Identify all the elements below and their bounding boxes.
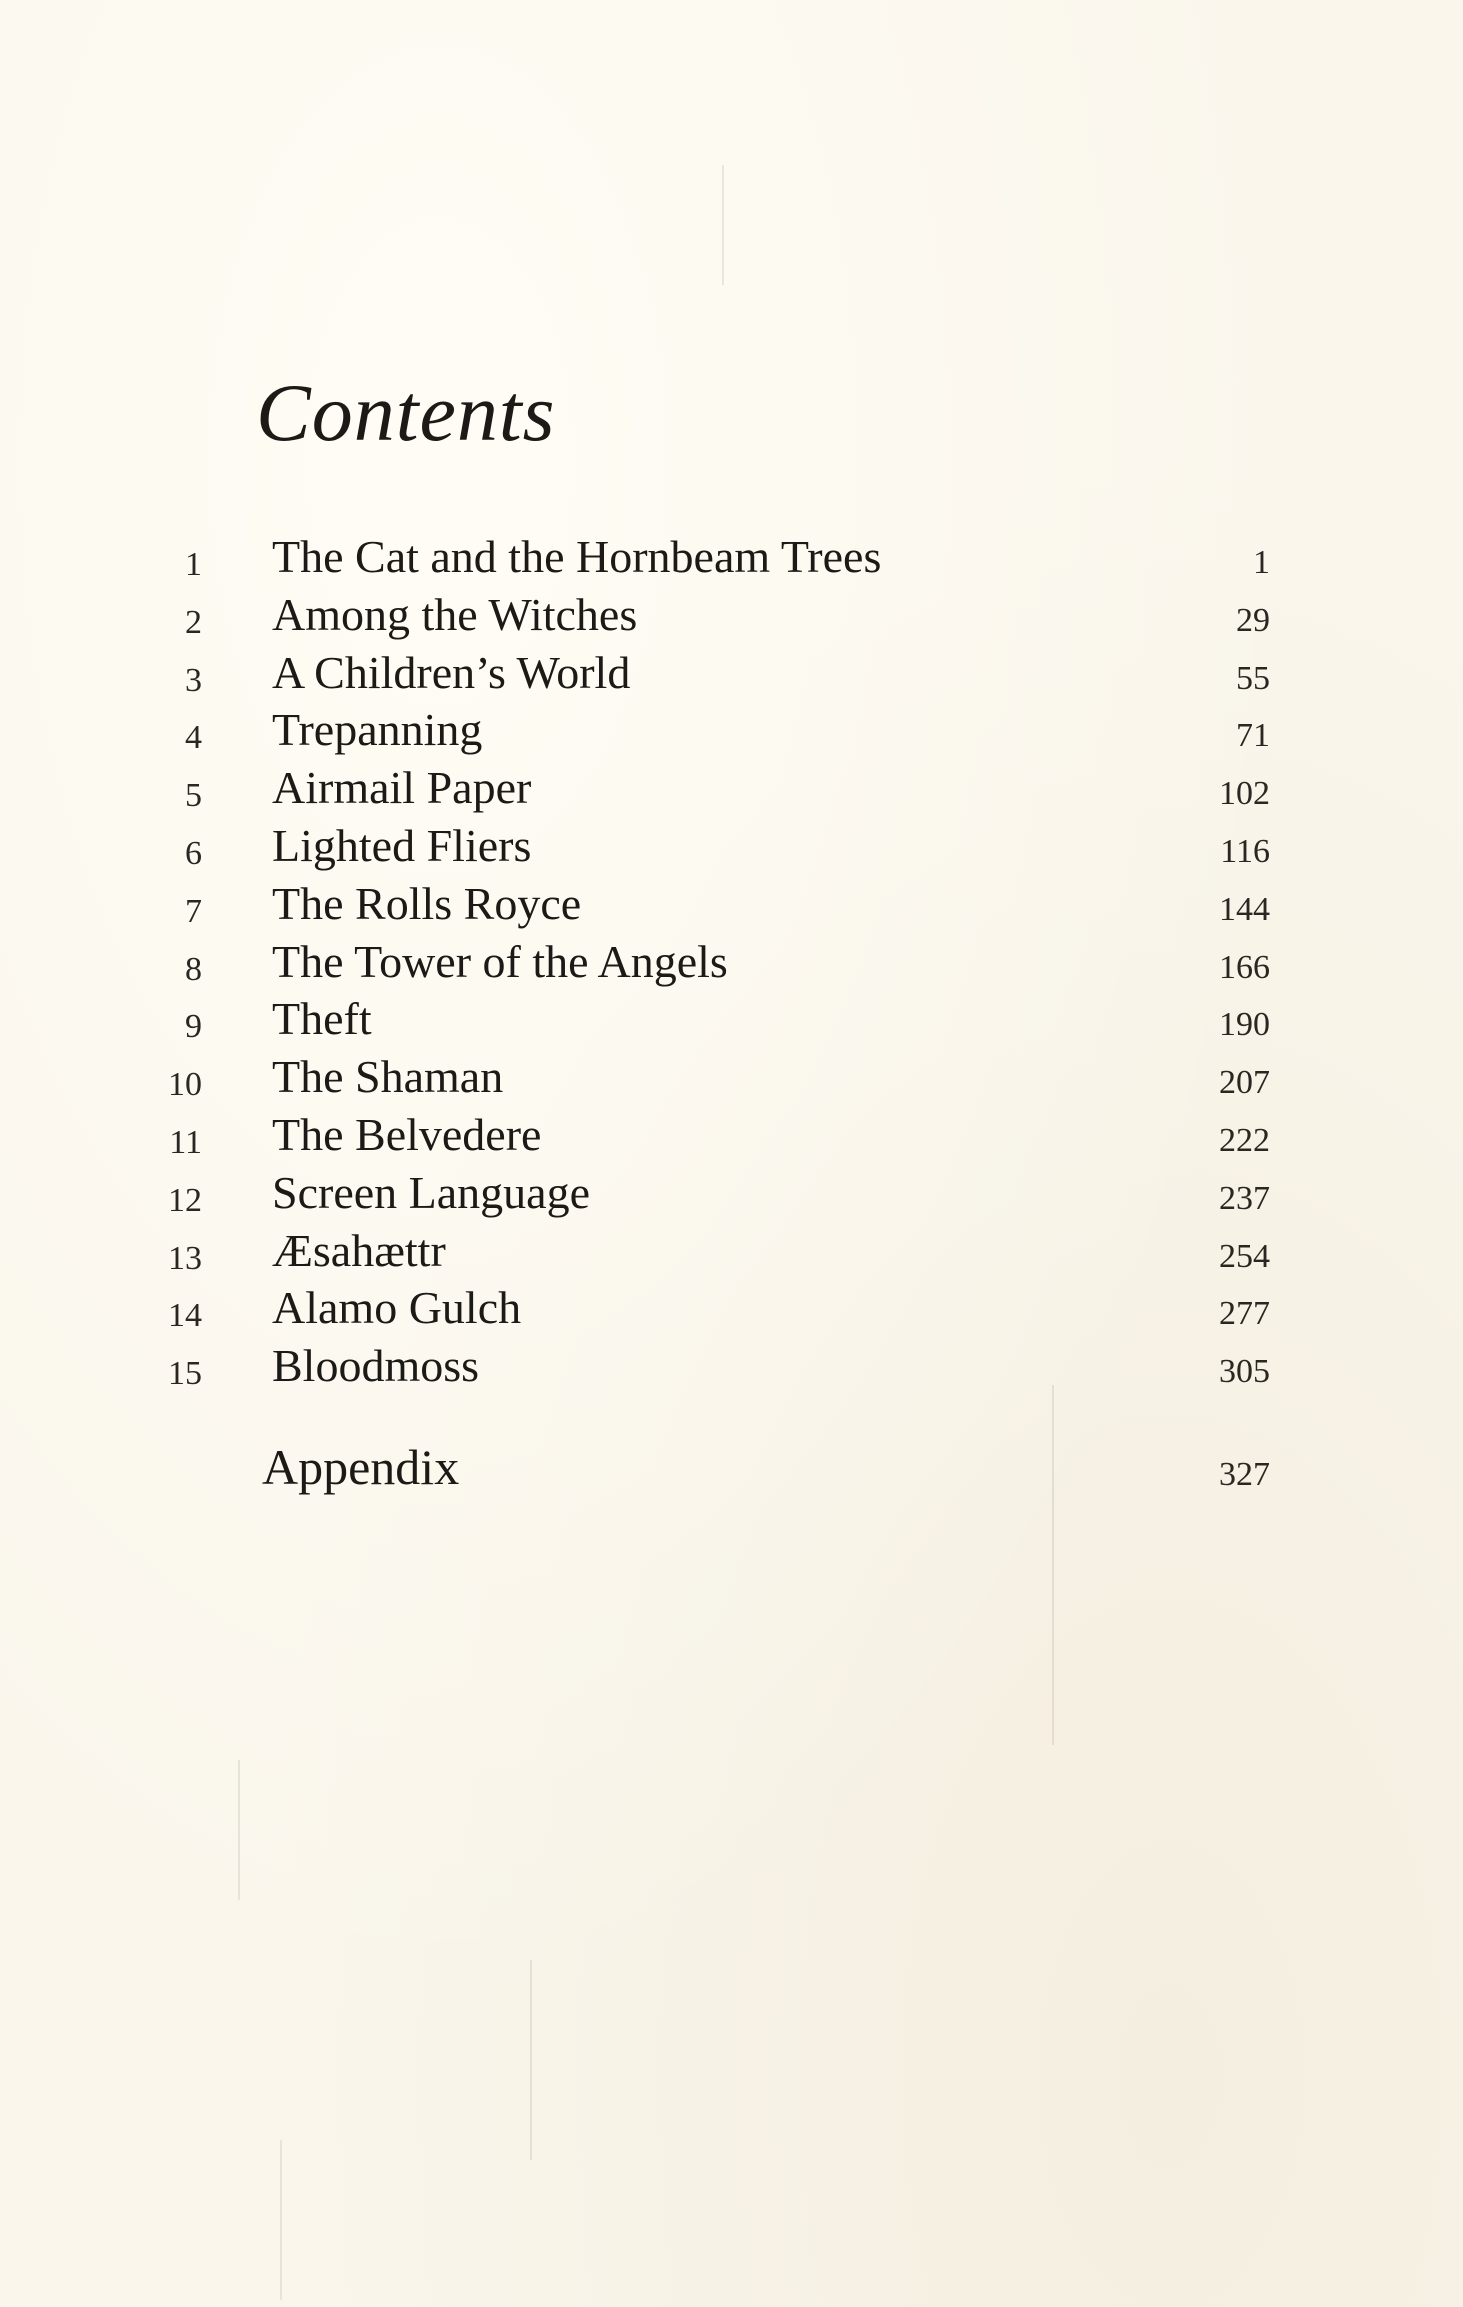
chapter-number: 10: [168, 1066, 202, 1104]
chapter-number: 2: [185, 603, 202, 641]
chapter-page: 1: [1253, 544, 1270, 581]
toc-entry[interactable]: [150, 701, 1270, 759]
chapter-number: 8: [185, 950, 202, 988]
paper-mark: [280, 2140, 282, 2300]
chapter-page: 305: [1219, 1353, 1270, 1391]
toc-entry[interactable]: [150, 528, 1270, 586]
appendix-page: 327: [1219, 1456, 1270, 1493]
chapter-number: 6: [185, 834, 202, 872]
chapter-number: 11: [169, 1123, 202, 1161]
toc-entry[interactable]: [150, 933, 1270, 991]
chapter-number: 3: [185, 661, 202, 699]
toc-entry-appendix[interactable]: [150, 1438, 1270, 1508]
chapter-title: Among the Witches: [272, 588, 638, 640]
chapter-title: Theft: [272, 993, 372, 1045]
page-title: Contents: [256, 367, 556, 458]
paper-mark: [238, 1760, 240, 1900]
chapter-page: 222: [1219, 1121, 1270, 1159]
chapter-title: Bloodmoss: [272, 1340, 480, 1392]
chapter-title: The Cat and the Hornbeam Trees: [272, 531, 882, 582]
toc-entry[interactable]: [150, 1279, 1270, 1337]
toc-entry[interactable]: [150, 1222, 1270, 1280]
chapter-number: 15: [168, 1355, 202, 1393]
chapter-page: 207: [1219, 1064, 1270, 1102]
chapter-number: 12: [168, 1181, 202, 1219]
toc-entry[interactable]: [150, 586, 1270, 644]
toc-entry[interactable]: [150, 875, 1270, 933]
chapter-title: The Belvedere: [272, 1108, 542, 1160]
toc-entry[interactable]: [150, 990, 1270, 1048]
chapter-title: Screen Language: [272, 1166, 591, 1218]
chapter-page: 277: [1219, 1295, 1270, 1333]
toc-entry[interactable]: [150, 1164, 1270, 1222]
toc-entry[interactable]: [150, 759, 1270, 817]
chapter-page: 144: [1219, 890, 1270, 928]
chapter-page: 55: [1236, 659, 1270, 697]
chapter-title: The Shaman: [272, 1051, 504, 1103]
chapter-page: 29: [1236, 601, 1270, 639]
toc-entry[interactable]: [150, 1106, 1270, 1164]
chapter-number: 9: [185, 1008, 202, 1046]
toc-entry[interactable]: [150, 1048, 1270, 1106]
chapter-number: 13: [168, 1239, 202, 1277]
chapter-page: 116: [1220, 832, 1270, 870]
appendix-title: Appendix: [262, 1439, 460, 1495]
chapter-title: Alamo Gulch: [272, 1282, 522, 1334]
chapter-title: The Rolls Royce: [272, 877, 582, 929]
chapter-number: 4: [185, 719, 202, 757]
toc-entry[interactable]: [150, 644, 1270, 702]
toc-entry[interactable]: [150, 817, 1270, 875]
chapter-title: Airmail Paper: [272, 762, 532, 814]
chapter-number: 14: [168, 1297, 202, 1335]
chapter-page: 166: [1219, 948, 1270, 986]
paper-mark: [530, 1960, 532, 2160]
chapter-page: 71: [1236, 717, 1270, 755]
chapter-title: Trepanning: [272, 704, 483, 756]
chapter-page: 102: [1219, 775, 1270, 813]
chapter-page: 190: [1219, 1006, 1270, 1044]
table-of-contents: [150, 528, 1270, 1395]
chapter-title: The Tower of the Angels: [272, 935, 728, 987]
chapter-title: Æsahættr: [272, 1224, 446, 1276]
paper-mark: [722, 165, 724, 285]
chapter-title: A Children’s World: [272, 646, 631, 698]
chapter-number: 7: [185, 892, 202, 930]
chapter-page: 254: [1219, 1237, 1270, 1275]
chapter-title: Lighted Fliers: [272, 819, 532, 871]
chapter-page: 237: [1219, 1179, 1270, 1217]
chapter-number: 5: [185, 777, 202, 815]
chapter-number: 1: [185, 546, 202, 583]
toc-entry[interactable]: [150, 1337, 1270, 1395]
